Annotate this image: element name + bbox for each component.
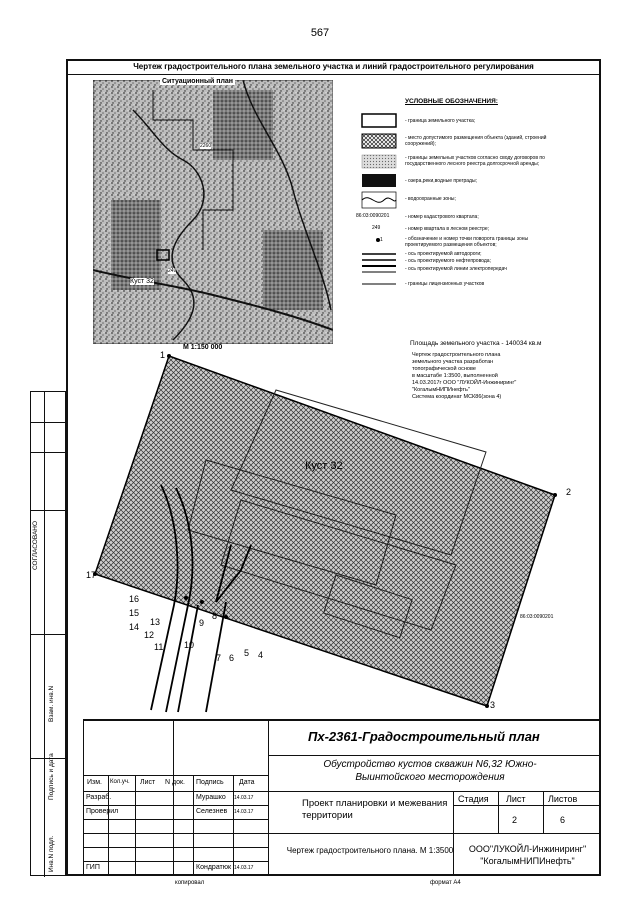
point-1: 1 (160, 350, 166, 360)
legend-item: - границы лицензионных участков (405, 281, 485, 287)
pad-label: Куст 32 (305, 460, 343, 472)
sheet-title: Чертеж градостроительного плана земельного участка и линий градостроительного регулирования (133, 62, 534, 71)
header-count: Кол.уч. (110, 779, 130, 785)
sheets-value: 6 (560, 815, 566, 825)
point-11: 11 (154, 642, 164, 652)
area-text: Площадь земельного участка - 140034 кв.м (410, 340, 542, 347)
replace-inventory-label: Взам. инв.N (48, 685, 55, 722)
legend-item: - ось проектируемого нефтепровода; (405, 258, 491, 264)
legend-item: - ось проектируемой линии электропередач (405, 266, 507, 272)
legend-item: - граница земельного участка; (405, 118, 476, 124)
point-13: 13 (150, 617, 161, 627)
date-chief-engineer: 14.03.17 (234, 865, 254, 871)
point-10: 10 (184, 640, 195, 650)
project-title: Обустройство кустов скважин N6,32 Южно-Выинтойского месторождения (323, 759, 537, 783)
legend-item: - озера,реки,водные преграды; (405, 178, 477, 184)
legend-item: - место допустимого размещения объекта (зданий, строений сооружений); (405, 135, 547, 147)
point-5: 5 (244, 648, 250, 658)
situation-pad-label: Куст 32 (130, 278, 154, 285)
role-checker: Проверил (86, 808, 119, 815)
sheet-label: Лист (506, 794, 526, 804)
legend-item: - номер квартала в лесном реестре; (405, 226, 490, 232)
role-developer: Разраб. (86, 794, 112, 801)
point-15: 15 (129, 608, 140, 618)
sheet-value: 2 (512, 815, 518, 825)
name-developer: Мурашко (196, 794, 226, 801)
legend-forest-quarter: 249 (372, 225, 381, 231)
legend-item: - водоохранные зоны; (405, 196, 456, 202)
signature-date-label: Подпись и дата (48, 753, 55, 800)
name-checker: Селезнев (196, 808, 228, 815)
situation-scale: М 1:150 000 (183, 344, 223, 351)
point-6: 6 (229, 653, 235, 663)
header-date: Дата (239, 779, 255, 786)
cadastral-label: 86:03:0090201 (520, 614, 554, 620)
legend-title: УСЛОВНЫЕ ОБОЗНАЧЕНИЯ: (405, 98, 498, 105)
point-9: 9 (199, 618, 205, 628)
legend-cadastral-code: 86:03:0090201 (356, 213, 390, 219)
point-12: 12 (144, 630, 155, 640)
page-number: 567 (310, 27, 330, 39)
date-developer: 14.03.17 (234, 795, 254, 801)
header-doc: N док. (165, 779, 185, 786)
legend-symbols (360, 112, 400, 302)
name-chief-engineer: Кондратюк (196, 864, 232, 871)
side-stamp (30, 391, 66, 876)
basis-text: Чертеж градостроительного плана земельного участка разработан топографической основе в масштабе 1:3500, выполненной 14.03.2017г ООО "ЛУКОЙЛ-Инжиниринг" "КогалымНИПИнефть" Система координат МСК86(зона 4) (412, 352, 517, 400)
copied-label: копировал (175, 880, 205, 886)
legend-item: - границы земельных участков согласно своду договоров по государственного лесного реестра долгосрочной аренды; (405, 155, 545, 167)
situation-quarter-label: 2260 (200, 143, 212, 149)
point-2: 2 (566, 487, 572, 497)
legend-point-number: 1 (380, 237, 383, 243)
legend-item: - ось проектируемой автодороги; (405, 251, 482, 257)
sheets-label: Листов (548, 794, 578, 804)
point-16: 16 (129, 594, 140, 604)
role-chief-engineer: ГИП (86, 864, 100, 871)
header-change: Изм. (87, 779, 102, 786)
document-code: Пх-2361-Градостроительный план (308, 729, 540, 744)
situation-plan-title: Ситуационный план (162, 78, 234, 85)
point-8: 8 (212, 611, 218, 621)
point-14: 14 (129, 622, 140, 632)
title-underline (66, 74, 601, 75)
point-3: 3 (490, 700, 496, 710)
agreed-label: СОГЛАСОВАНО (32, 520, 39, 570)
date-checker: 14.03.17 (234, 809, 254, 815)
point-17: 17 (86, 570, 97, 580)
section-name: Проект планировки и межевания территории (302, 798, 448, 821)
stage-label: Стадия (458, 794, 489, 804)
legend-item: - номер кадастрового квартала; (405, 214, 479, 220)
format-label: формат А4 (430, 880, 461, 886)
header-signature: Подпись (196, 779, 224, 786)
legend-item: - обозначение и номер точки поворота границы зоны проектируемого размещения объектов; (405, 236, 529, 248)
header-sheet: Лист (140, 779, 156, 786)
situation-plan-map (93, 80, 333, 344)
drawing-name: Чертеж градостроительного плана. М 1:3500 (286, 846, 454, 855)
organization: ООО"ЛУКОЙЛ-Инжиниринг" "КогалымНИПИнефть" (468, 844, 587, 866)
point-7: 7 (216, 653, 222, 663)
inventory-number-label: Инв.N подл. (48, 835, 55, 872)
site-plan (66, 340, 601, 720)
situation-forest-label: 249 (168, 268, 177, 274)
point-4: 4 (258, 650, 264, 660)
